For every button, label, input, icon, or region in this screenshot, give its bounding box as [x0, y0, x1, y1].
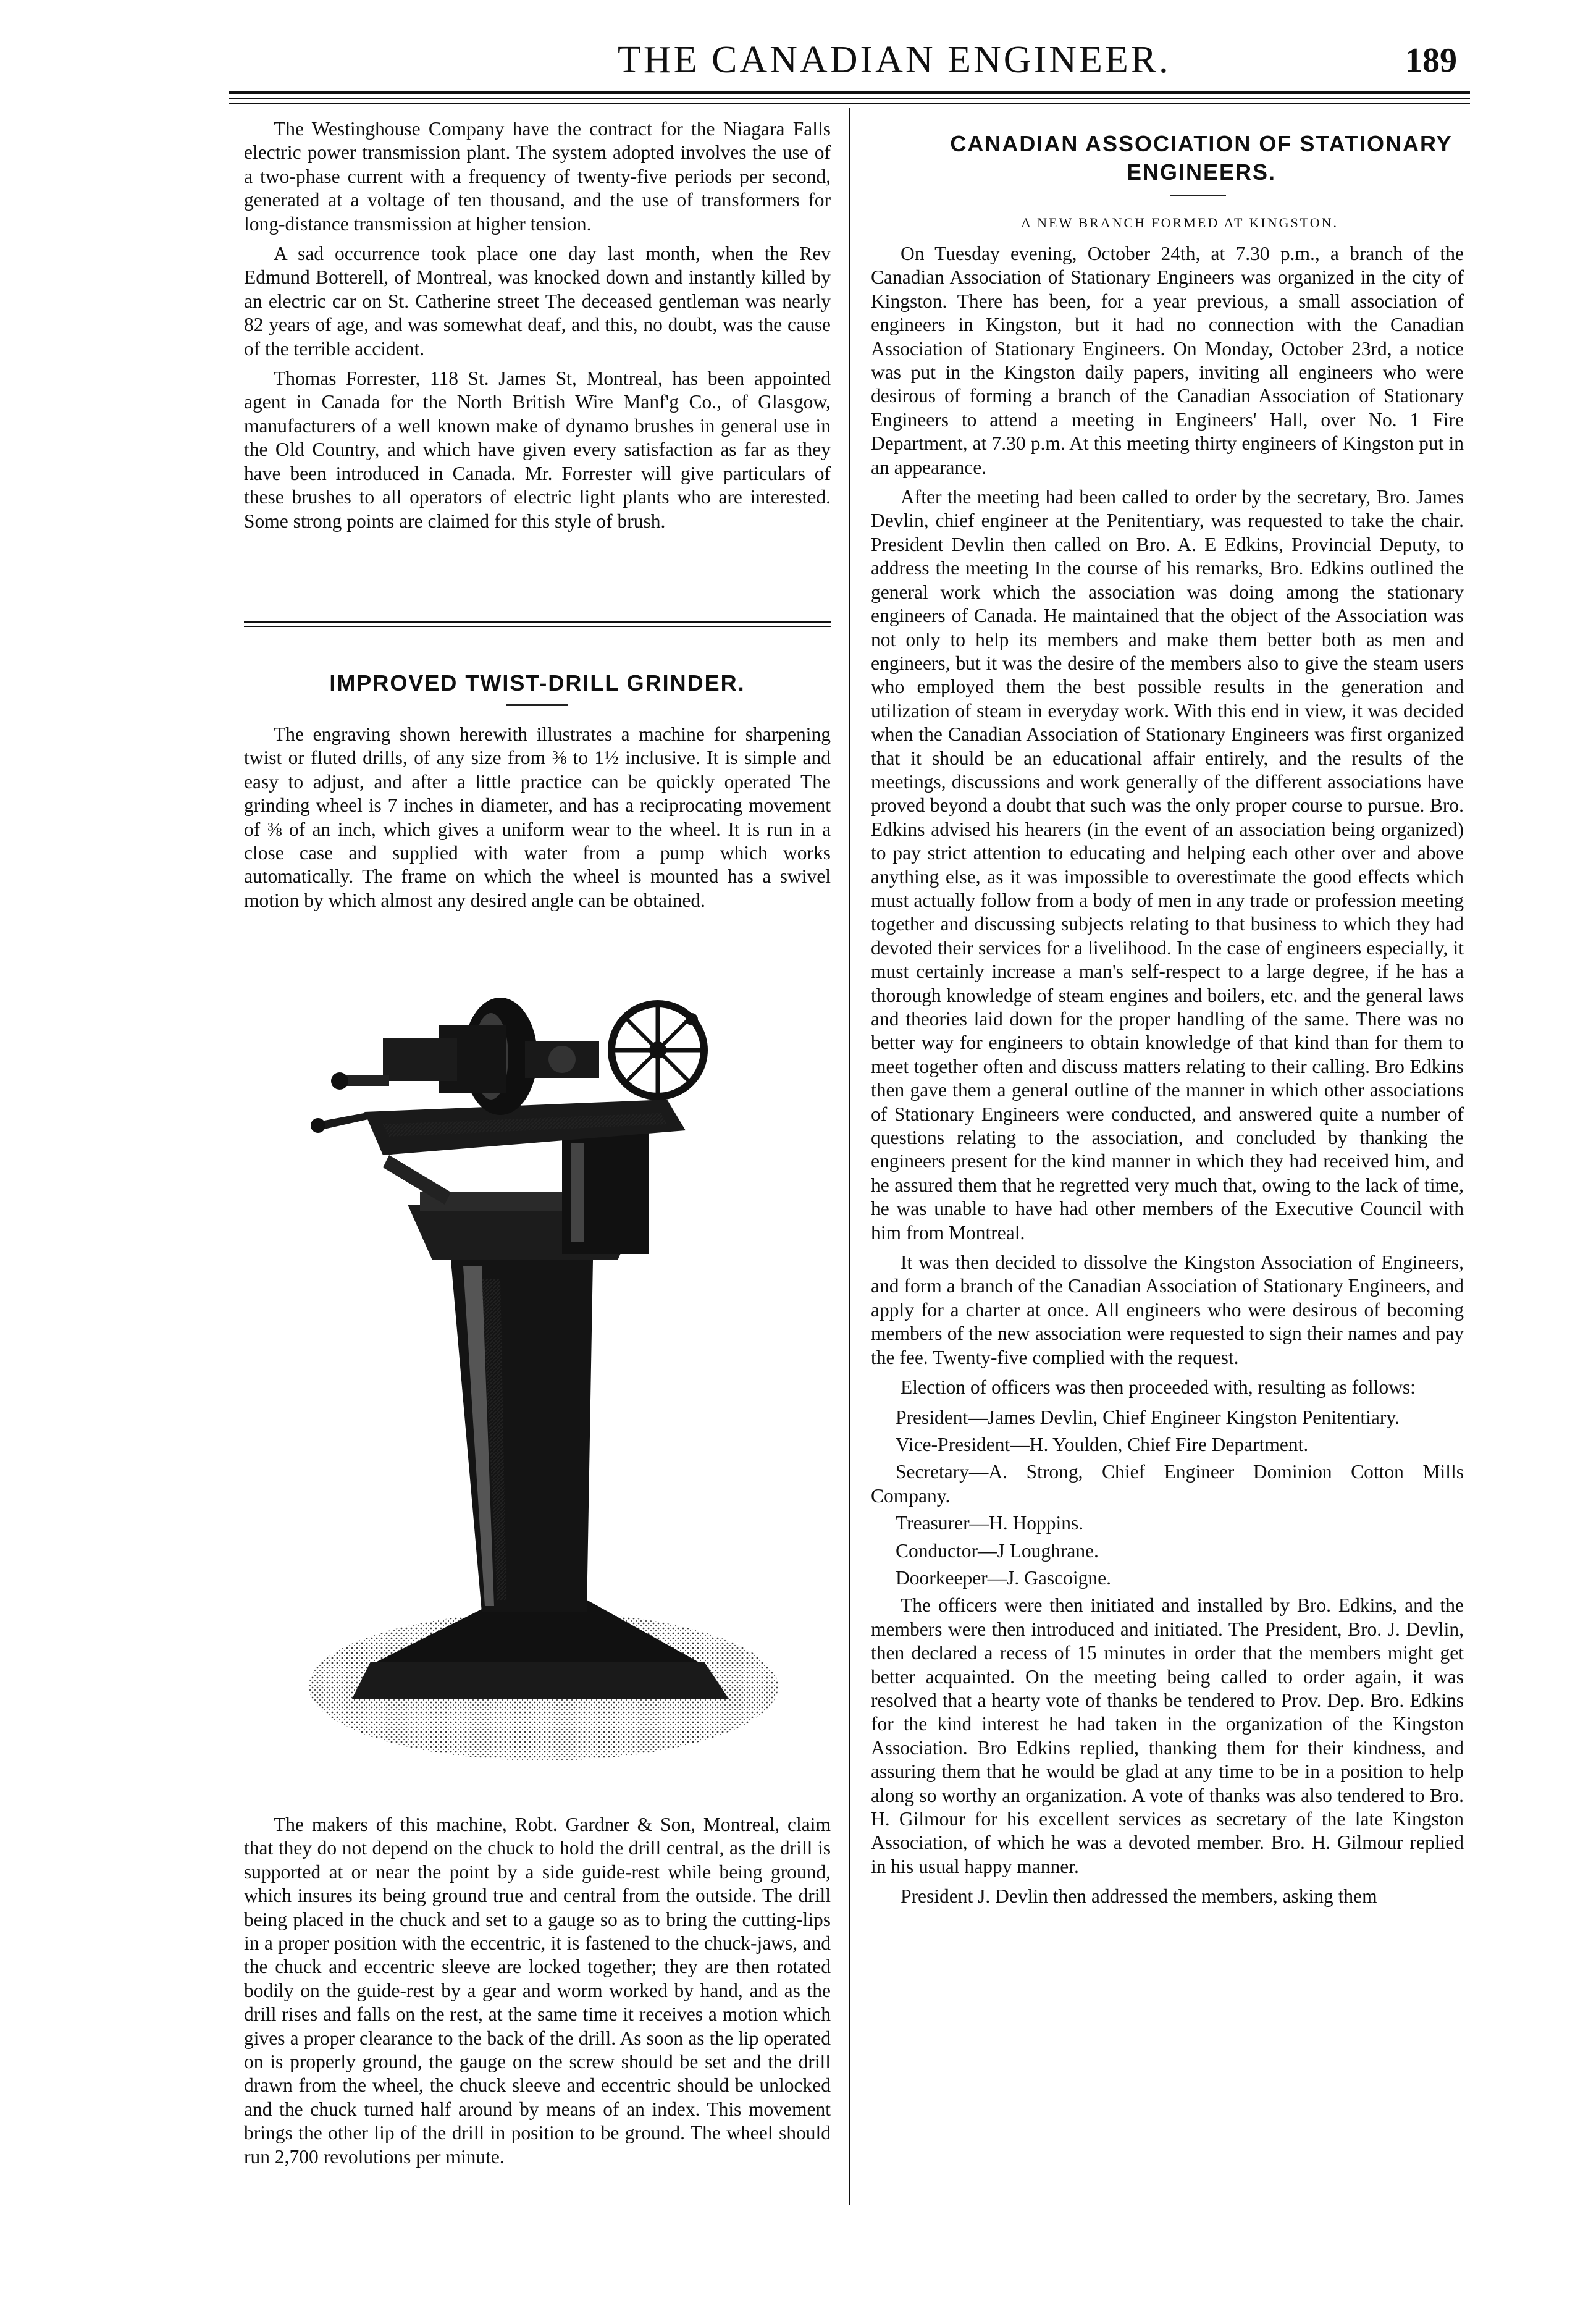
news-item-forrester: Thomas Forrester, 118 St. James St, Montreal, has been appointed agent in Canada for the North British Wire Manf'g Co., of Glasgow, manufacturers of a well known make of dynamo brushes in general use in the Old Country, and which have given every satisfaction as far as they have been introduced in Canada. Mr. Forrester will give particulars of these brushes to all operators of electric light plants who are interested. Some strong points are claimed for this style of brush. — [244, 368, 831, 532]
page-number: 189 — [1405, 41, 1457, 80]
article-intro — [244, 723, 831, 919]
article-body-paragraph: The makers of this machine, Robt. Gardner & Son, Montreal, claim that they do not depend on the chuck to hold the drill central, as the drill is supported at or near the point by a side guide-rest while being ground, which insures its being ground true and central from the outside. The drill being placed in the chuck and set to a gauge so as to bring the cutting-lips in a proper position with the eccentric, it is fastened to the chuck-jaws, and the chuck and eccentric sleeve are locked together; they are then rotated bodily on the guide-rest by a gear and worm worked by hand, and as the drill rises and falls on the rest, at the same time it receives a motion which gives a proper clearance to the back of the drill. As soon as the lip operated on is properly ground, the gauge on the screw should be set and the drill drawn from the wheel, the chuck sleeve and eccentric should be unlocked and the chuck turned half around by means of an index. This movement brings the other lip of the drill in position to be ground. The wheel should run 2,700 revolutions per minute. — [244, 1814, 831, 2168]
paragraph-2: After the meeting had been called to order by the secretary, Bro. James Devlin, chief engineer at the Penitentiary, was requested to take the chair. President Devlin then called on Bro. A. E Edkins, Provincial Deputy, to address the meeting In the course of his remarks, Bro. Edkins outlined the general work which the association was doing among the stationary engineers of Canada. He maintained that the object of the Association was not only to help its members and make them better both as men and engineers, but it was the desire of the members also to give the steam users who employed them the best possible results in the generation and utilization of steam in everyday work. With this end in view, it was decided when the Canadian Association of Stationary Engineers was first organized that it should be an educational affair entirely, and the results of the meetings, discussions and work generally of the different associations have proved beyond a doubt that such was the only proper course to pursue. Bro. Edkins advised his hearers (in the event of an association being organized) to pay strict attention to educating and helping each other over and above anything else, as it was impossible to overestimate the good effects which must actually follow from a body of men in any trade or profession meeting together and discussing subjects relating to that business to which they had devoted their services for a livelihood. In the case of engineers especially, it must certainly increase a man's self-respect to a large degree, if he has a thorough knowledge of steam engines and boilers, etc. and the general laws and theories laid down for the proper handling of the same. There was no better way for engineers to obtain knowledge of that kind than for them to meet together often and discuss matters relating to their calling. Bro Edkins then gave them a general outline of the manner in which other associations of Stationary Engineers were conducted, and answered quite a number of questions relating to the association, and concluded by thanking the engineers present for the kind manner in which they had received him, and he assured them that he regretted very much that, owing to the lack of time, he was unable to have had other members of the Executive Council with him from Montreal. — [871, 486, 1464, 1243]
officer-president: President—James Devlin, Chief Engineer Kingston Penitentiary. — [896, 1406, 1400, 1428]
header-rule-third — [229, 103, 1470, 104]
news-item-sad-occurrence: A sad occurrence took place one day last month, when the Rev Edmund Botterell, of Montreal, was knocked down and instantly killed by an electric car on St. Catherine street The deceased gentleman was nearly 82 years of age, and was somewhat deaf, and this, no doubt, was the cause of the terrible accident. — [244, 243, 831, 360]
officer-vice-president: Vice-President—H. Youlden, Chief Fire Department. — [896, 1433, 1309, 1455]
officer-doorkeeper: Doorkeeper—J. Gascoigne. — [896, 1567, 1112, 1589]
article-heading-drill-grinder: IMPROVED TWIST-DRILL GRINDER. — [329, 670, 746, 696]
page-title: THE CANADIAN ENGINEER. — [618, 39, 1171, 81]
right-article-text — [871, 242, 1464, 1915]
officer-conductor: Conductor—J Loughrane. — [896, 1539, 1099, 1562]
paragraph-final: President J. Devlin then addressed the members, asking them — [901, 1885, 1377, 1908]
header-rule-top — [229, 91, 1470, 94]
paragraph-closing: The officers were then initiated and installed by Bro. Edkins, and the members were then introduced and initiated. The President, Bro. J. Devlin, then declared a recess of 15 minutes in order that the members might get better acquainted. On the meeting being called to order again, it was resolved that a hearty vote of thanks be tendered to Prov. Dep. Bro. Edkins for the kind interest he had taken in the organization of the Kingston Association. Bro Edkins replied, thanking them for their kindness, and assuring them that he would be glad at any time to be in a position to help along so worthy an organization. A vote of thanks was also tendered to Bro. H. Gilmour for his excellent services as secretary of the late Kingston Association, of which he was a devoted member. Bro. H. Gilmour replied in his usual happy manner. — [871, 1594, 1464, 1877]
officer-treasurer: Treasurer—H. Hoppins. — [896, 1512, 1084, 1534]
article-intro-paragraph: The engraving shown herewith illustrates a machine for sharpening twist or fluted drills, of any size from ⅜ to 1½ inclusive. It is simple and easy to adjust, and after a little practice can be quickly operated The grinding wheel is 7 inches in diameter, and has a reciprocating movement of ⅜ of an inch, which gives a uniform wear to the wheel. It is run in a close case and supplied with water from a pump which works automatically. The frame on which the wheel is mounted has a swivel motion by which almost any desired angle can be obtained. — [244, 723, 831, 911]
article-heading-stationary-engineers: CANADIAN ASSOCIATION OF STATIONARY ENGINEERS. — [950, 131, 1453, 185]
section-rule-2 — [244, 626, 831, 627]
header-rule-bottom — [229, 98, 1470, 99]
news-item-westinghouse: The Westinghouse Company have the contract for the Niagara Falls electric power transmission plant. The system adopted involves the use of a two-phase current with a frequency of twenty-five periods per second, generated at a voltage of ten thousand, and the use of transformers for long-distance transmission at higher tension. — [244, 118, 831, 235]
drill-grinder-engraving — [296, 970, 778, 1773]
heading-underline — [506, 704, 568, 706]
column-divider — [849, 108, 850, 2205]
paragraph-3: It was then decided to dissolve the Kingston Association of Engineers, and form a branch of the Canadian Association of Stationary Engineers, and apply for a charter at once. All engineers who were desirous of becoming members of the new association were requested to sign their names and pay the fee. Twenty-five complied with the request. — [871, 1251, 1464, 1368]
paragraph-1: On Tuesday evening, October 24th, at 7.30 p.m., a branch of the Canadian Association of Stationary Engineers was organized in the city of Kingston. There has been, for a year previous, a small association of engineers in Kingston, but it had no connection with the Canadian Association of Stationary Engineers. On Monday, October 23rd, a notice was put in the Kingston daily papers, inviting all engineers who were desirous of forming a branch of the Canadian Association of Stationary Engineers to attend a meeting in Engineers' Hall, over No. 1 Fire Department, at 7.30 p.m. At this meeting thirty engineers of Kingston put in an appearance. — [871, 243, 1464, 478]
paragraph-4: Election of officers was then proceeded with, resulting as follows: — [901, 1376, 1416, 1399]
officer-secretary: Secretary—A. Strong, Chief Engineer Dominion Cotton Mills Company. — [871, 1461, 1464, 1507]
section-rule-1 — [244, 621, 831, 623]
left-news-items — [244, 117, 831, 539]
right-heading-underline — [1170, 195, 1226, 196]
article-subheading: A NEW BRANCH FORMED AT KINGSTON. — [1020, 215, 1339, 230]
article-body — [244, 1813, 831, 2175]
